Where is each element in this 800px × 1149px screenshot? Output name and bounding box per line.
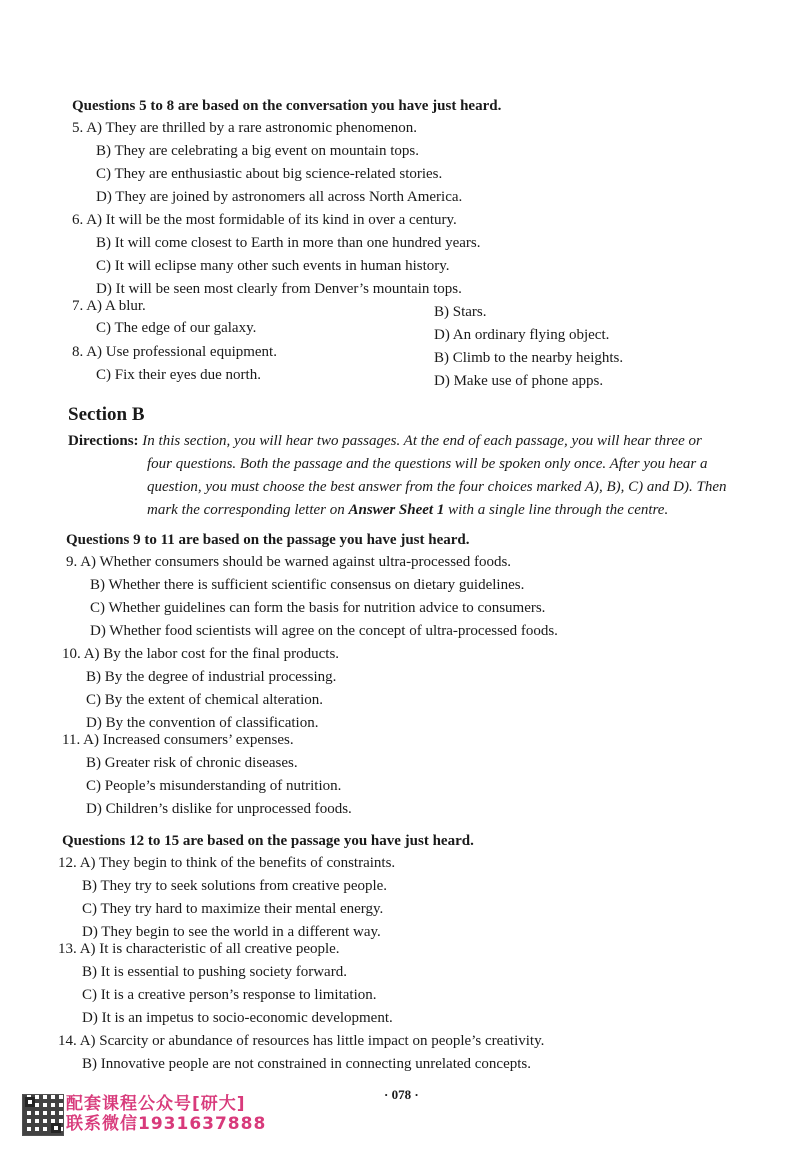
- option-b: B) Stars.: [434, 304, 487, 320]
- option-a: A) Scarcity or abundance of resources has little impact on people’s creativity.: [79, 1033, 545, 1049]
- questions-9-11-header: Questions 9 to 11 are based on the passage you have just heard.: [66, 532, 470, 548]
- option-d: D) It is an impetus to socio-economic development.: [82, 1010, 393, 1026]
- option-d: D) Whether food scientists will agree on the concept of ultra-processed foods.: [90, 623, 558, 639]
- option-c: C) It will eclipse many other such events in human history.: [96, 258, 450, 274]
- option-c: C) They try hard to maximize their mental energy.: [82, 901, 384, 917]
- option-c: C) By the extent of chemical alteration.: [86, 692, 323, 708]
- option-b: B) Climb to the nearby heights.: [434, 350, 624, 366]
- option-d: D) Children’s dislike for unprocessed foods.: [86, 801, 352, 817]
- option-c: C) Whether guidelines can form the basis for nutrition advice to consumers.: [90, 600, 546, 616]
- option-a: A) Use professional equipment.: [86, 344, 277, 360]
- option-d: D) An ordinary flying object.: [434, 327, 610, 343]
- option-c: C) Fix their eyes due north.: [96, 367, 261, 383]
- question-11: [62, 729, 352, 821]
- promo-text: [66, 1094, 266, 1134]
- option-d: D) It will be seen most clearly from Denver’s mountain tops.: [96, 281, 462, 297]
- option-b: B) Innovative people are not constrained in connecting unrelated concepts.: [82, 1056, 532, 1072]
- directions-label: Directions:: [68, 433, 139, 449]
- question-number: 7.: [72, 298, 84, 314]
- option-d: D) Make use of phone apps.: [434, 373, 604, 389]
- option-c: C) They are enthusiastic about big science-related stories.: [96, 166, 443, 182]
- page-number: · 078 ·: [384, 1087, 419, 1102]
- option-a: A) Whether consumers should be warned against ultra-processed foods.: [80, 554, 512, 570]
- question-7-right: [434, 301, 609, 347]
- option-c: C) It is a creative person’s response to limitation.: [82, 987, 377, 1003]
- question-8-right: [434, 347, 623, 393]
- option-b: B) It will come closest to Earth in more than one hundred years.: [96, 235, 481, 251]
- option-a: A) By the labor cost for the final products.: [83, 646, 340, 662]
- question-10: [62, 643, 339, 735]
- question-number: 5.: [72, 120, 84, 136]
- option-a: A) It will be the most formidable of its kind in over a century.: [86, 212, 457, 228]
- question-number: 8.: [72, 344, 84, 360]
- option-a: A) It is characteristic of all creative people.: [79, 941, 340, 957]
- question-14: [58, 1030, 544, 1076]
- question-12: [58, 852, 395, 944]
- directions-line-4-text: mark the corresponding letter on: [147, 502, 349, 518]
- directions-line-4: [68, 499, 783, 522]
- option-c: C) People’s misunderstanding of nutrition.: [86, 778, 342, 794]
- question-number: 6.: [72, 212, 84, 228]
- option-b: B) Whether there is sufficient scientific consensus on dietary guidelines.: [90, 577, 525, 593]
- option-a: A) They are thrilled by a rare astronomic phenomenon.: [86, 120, 418, 136]
- option-b: B) They are celebrating a big event on mountain tops.: [96, 143, 419, 159]
- question-8: [72, 341, 277, 387]
- option-d: D) By the convention of classification.: [86, 715, 319, 731]
- qr-code-icon: [22, 1094, 64, 1136]
- directions-line-3: question, you must choose the best answer from the four choices marked A), B), C) and D). Then: [147, 479, 727, 495]
- question-number: 12.: [58, 855, 77, 871]
- option-d: D) They begin to see the world in a different way.: [82, 924, 381, 940]
- question-number: 13.: [58, 941, 77, 957]
- promo-line-2: 联系微信1931637888: [66, 1114, 267, 1134]
- option-a: A) A blur.: [86, 298, 146, 314]
- directions-line-4-end: with a single line through the centre.: [444, 502, 669, 518]
- questions-5-8-header: Questions 5 to 8 are based on the conversation you have just heard.: [72, 98, 502, 114]
- option-b: B) They try to seek solutions from creative people.: [82, 878, 388, 894]
- directions: [68, 430, 783, 522]
- option-d: D) They are joined by astronomers all across North America.: [96, 189, 463, 205]
- promo-line-1: 配套课程公众号[研大]: [66, 1094, 246, 1114]
- option-b: B) Greater risk of chronic diseases.: [86, 755, 298, 771]
- questions-12-15-header: Questions 12 to 15 are based on the passage you have just heard.: [62, 833, 474, 849]
- question-9: [66, 551, 558, 643]
- option-b: B) It is essential to pushing society forward.: [82, 964, 347, 980]
- question-number: 11.: [62, 732, 81, 748]
- option-b: B) By the degree of industrial processing.: [86, 669, 337, 685]
- option-a: A) Increased consumers’ expenses.: [83, 732, 294, 748]
- section-b-title: Section B: [68, 404, 145, 425]
- directions-line-1: In this section, you will hear two passages. At the end of each passage, you will hear three or: [142, 433, 702, 449]
- question-13: [58, 938, 393, 1030]
- question-number: 10.: [62, 646, 81, 662]
- answer-sheet-reference: Answer Sheet 1: [348, 502, 445, 518]
- question-5: [72, 117, 462, 209]
- question-number: 14.: [58, 1033, 77, 1049]
- option-c: C) The edge of our galaxy.: [96, 320, 257, 336]
- directions-line-2: four questions. Both the passage and the questions will be spoken only once. After you hear a: [147, 456, 708, 472]
- question-7: [72, 295, 256, 340]
- question-6: [72, 209, 480, 301]
- question-number: 9.: [66, 554, 78, 570]
- option-a: A) They begin to think of the benefits of constraints.: [79, 855, 396, 871]
